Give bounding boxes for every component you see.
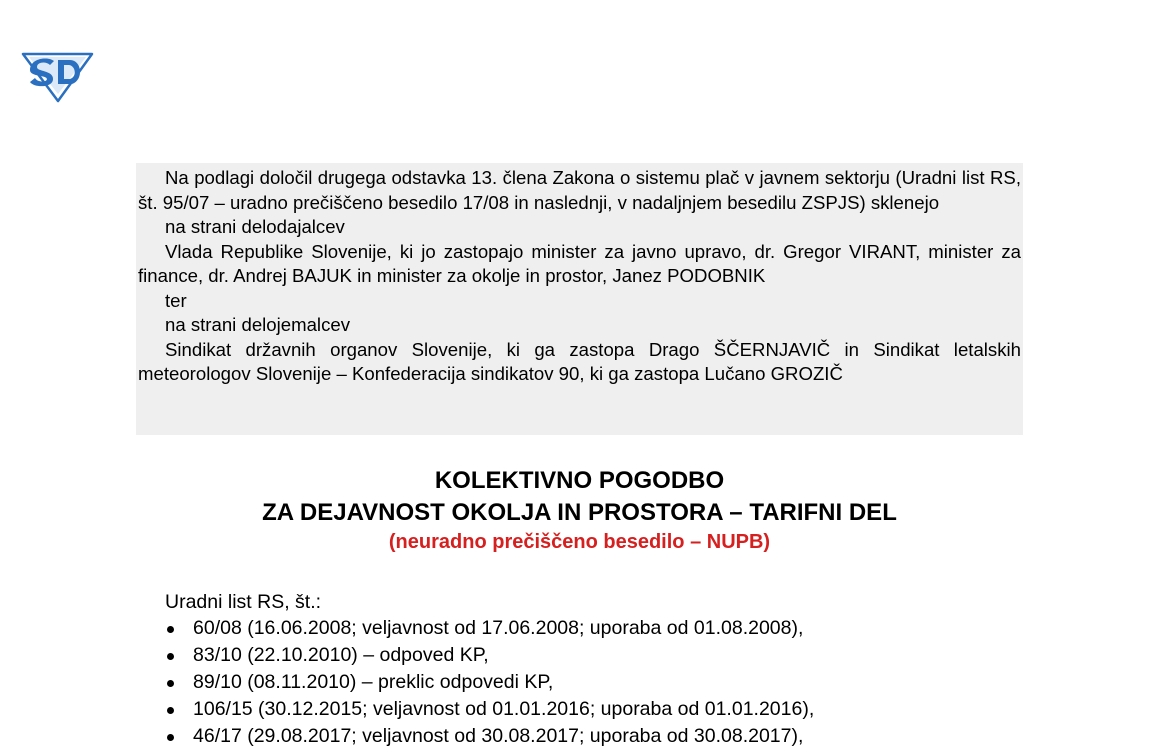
preamble-block bbox=[136, 163, 1023, 435]
gazette-list bbox=[165, 615, 814, 750]
preamble-employee-side-label: na strani delojemalcev bbox=[165, 314, 351, 335]
document-title-line-1: KOLEKTIVNO POGODBO bbox=[434, 467, 725, 494]
sd-shield-logo bbox=[20, 46, 96, 104]
preamble-legal-basis: Na podlagi določil drugega odstavka 13. člena Zakona o sistemu plač v javnem sektorju (Uradni list RS, št. 95/07 – uradno prečiščeno besedilo 17/08 in naslednji, v nadaljnjem besedilu ZSPJS) sklenejo bbox=[138, 167, 1021, 213]
preamble-employer-side-label: na strani delodajalcev bbox=[165, 216, 345, 237]
document-subtitle: (neuradno prečiščeno besedilo – NUPB) bbox=[388, 531, 771, 553]
gazette-list-item: 46/17 (29.08.2017; veljavnost od 30.08.2017; uporaba od 30.08.2017), bbox=[165, 723, 814, 750]
preamble-conjunction: ter bbox=[165, 289, 187, 311]
preamble-employer-parties: Vlada Republike Slovenije, ki jo zastopajo minister za javno upravo, dr. Gregor VIRANT, minister za finance, dr. Andrej BAJUK in minister za okolje in prostor, Janez PODOBNIK bbox=[138, 240, 1021, 286]
preamble-employee-parties: Sindikat državnih organov Slovenije, ki ga zastopa Drago ŠČERNJAVIČ in Sindikat letalskih meteorologov Slovenije – Konfederacija sindikatov 90, ki ga zastopa Lučano GROZIČ bbox=[138, 338, 1021, 384]
gazette-list-item: 89/10 (08.11.2010) – preklic odpovedi KP, bbox=[165, 669, 814, 696]
gazette-label: Uradni list RS, št.: bbox=[165, 591, 322, 613]
gazette-list-item: 60/08 (16.06.2008; veljavnost od 17.06.2008; uporaba od 01.08.2008), bbox=[165, 615, 814, 642]
gazette-list-item: 106/15 (30.12.2015; veljavnost od 01.01.2016; uporaba od 01.01.2016), bbox=[165, 696, 814, 723]
document-title-line-2: ZA DEJAVNOST OKOLJA IN PROSTORA – TARIFNI DEL bbox=[262, 499, 897, 526]
gazette-list-item: 83/10 (22.10.2010) – odpoved KP, bbox=[165, 642, 814, 669]
